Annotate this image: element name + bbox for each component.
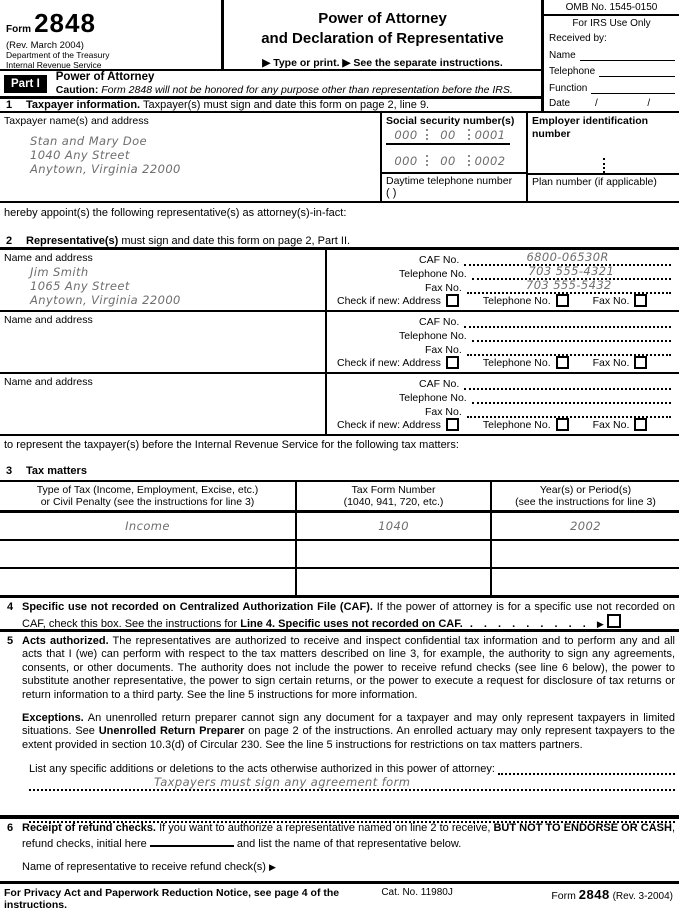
rep3-name-label: Name and address — [4, 376, 93, 388]
rep2-fax-label: Fax No. — [425, 344, 462, 356]
line4-paragraph: 4 Specific use not recorded on Centralized Authorization File (CAF). If the power of attorney is for a specific use not recorded on CAF, check this box. See the instructions for Line 4. Specific uses not recorded on CAF. . . . . . . . . . ▶ — [0, 598, 679, 632]
received-by-label: Received by: — [549, 33, 607, 44]
form-footer — [0, 881, 679, 911]
taxpayer-name-value[interactable]: Stan and Mary Doe — [30, 134, 148, 148]
taxpayer-city-value[interactable]: Anytown, Virginia 22000 — [30, 162, 181, 176]
line5-section — [0, 632, 679, 819]
irs-use-only-label: For IRS Use Only — [572, 18, 651, 29]
rep1-check-telephone-label: Telephone No. — [482, 294, 551, 307]
received-function-label: Function — [549, 82, 588, 94]
representative-block-3 — [0, 374, 679, 436]
tax-col2-header: Tax Form Number (1040, 941, 720, etc.) — [295, 482, 490, 510]
ssn-label: Social security number(s) — [386, 115, 515, 127]
line1-heading: 1 Taxpayer information. Taxpayer(s) must sign and date this form on page 2, line 9. — [6, 99, 430, 111]
rep2-caf-field[interactable] — [464, 313, 671, 328]
rep3-caf-label: CAF No. — [419, 378, 460, 390]
line2-heading: 2 Representative(s) must sign and date this form on page 2, Part II. — [0, 234, 679, 250]
catalog-number: Cat. No. 11980J — [381, 887, 453, 898]
rep2-new-fax-checkbox[interactable] — [634, 356, 647, 369]
received-name-field[interactable] — [580, 48, 675, 61]
rep1-new-address-checkbox[interactable] — [446, 294, 459, 307]
rep3-telephone-field[interactable] — [472, 389, 671, 404]
initial-here-field[interactable] — [150, 835, 234, 847]
rep2-check-if-new-label: Check if new: Address — [337, 356, 441, 369]
ssn-2-value[interactable]: 000 00 0002 — [394, 153, 506, 168]
line5-list-row: List any specific additions or deletions to the acts otherwise authorized in this power of attorney: — [0, 761, 679, 775]
taxpayer-street-value[interactable]: 1040 Any Street — [30, 148, 130, 162]
rep2-telephone-field[interactable] — [472, 327, 671, 342]
line5-exceptions: Exceptions. An unenrolled return preparer cannot sign any document for a taxpayer and may only represent taxpayers in limited situations. See Unenrolled Return Preparer on page 2 of the instructions. An enrolled actuary may only represent taxpayers to the extent provided in section 10.3(d) of Circular 230. See the line 5 instructions for restrictions on tax matters partners. — [22, 712, 676, 751]
rep3-new-address-checkbox[interactable] — [446, 418, 459, 431]
rep3-telephone-label: Telephone No. — [399, 392, 467, 404]
rep3-check-telephone-label: Telephone No. — [482, 418, 551, 431]
refund-representative-line: Name of representative to receive refund check(s) ▶ — [22, 860, 276, 873]
received-function-field[interactable] — [591, 81, 675, 94]
rep1-city-value[interactable]: Anytown, Virginia 22000 — [30, 293, 181, 307]
ein-label: Employer identification number — [532, 115, 649, 140]
rep2-fax-field[interactable] — [467, 341, 671, 356]
received-telephone-label: Telephone — [549, 66, 596, 77]
part1-title: Power of Attorney — [55, 70, 155, 83]
form-title-line1: Power of Attorney — [318, 10, 447, 27]
rep3-fax-field[interactable] — [467, 403, 671, 418]
rep3-new-fax-checkbox[interactable] — [634, 418, 647, 431]
rep1-new-telephone-checkbox[interactable] — [556, 294, 569, 307]
appoint-statement: hereby appoint(s) the following representative(s) as attorney(s)-in-fact: — [4, 207, 347, 219]
rep1-new-fax-checkbox[interactable] — [634, 294, 647, 307]
tax-row1-type[interactable]: Income — [125, 519, 170, 533]
tax-col1-header: Type of Tax (Income, Employment, Excise, etc.) or Civil Penalty (see the instructions for line 3) — [36, 484, 259, 508]
revision-date: (Rev. March 2004) — [6, 40, 84, 51]
rep2-telephone-label: Telephone No. — [399, 330, 467, 342]
rep3-check-if-new-label: Check if new: Address — [337, 418, 441, 431]
daytime-phone-label: Daytime telephone number — [386, 175, 513, 187]
rep2-caf-label: CAF No. — [419, 316, 460, 328]
representative-block-2 — [0, 312, 679, 374]
received-name-label: Name — [549, 49, 576, 61]
rep1-check-fax-label: Fax No. — [592, 294, 630, 307]
line5-hand-note: Taxpayers must sign any agreement form — [154, 775, 411, 790]
rep1-name-label: Name and address — [4, 252, 93, 264]
ein-field[interactable] — [603, 158, 605, 173]
rep2-new-address-checkbox[interactable] — [446, 356, 459, 369]
tax-row1-form[interactable]: 1040 — [295, 513, 490, 539]
rep2-name-label: Name and address — [4, 314, 93, 326]
tax-row3-year[interactable] — [490, 569, 679, 595]
type-or-print-note: ▶ Type or print. ▶ See the separate instructions. — [262, 57, 503, 69]
rep3-fax-label: Fax No. — [425, 406, 462, 418]
tax-row-1 — [0, 513, 679, 541]
rep1-telephone-label: Telephone No. — [399, 268, 467, 280]
line5-paragraph: 5 Acts authorized. The representatives are authorized to receive and inspect confidential tax information and to perform any and all acts that I (we) can perform with respect to the tax matters described on line 3, for example, the authority to sign any agreements, consents, or other documents. The authority does not include the power to receive refund checks (see line 6 below), the power to substitute another representative, the power to sign certain returns, or the power to execute a request for disclosure of tax returns or return information to a third party. See the line 5 instructions for more information. — [7, 635, 675, 701]
tax-row2-year[interactable] — [490, 541, 679, 567]
rep1-caf-label: CAF No. — [419, 254, 460, 266]
form-word: Form — [6, 24, 31, 35]
rep1-name-value[interactable]: Jim Smith — [30, 265, 89, 279]
taxpayer-info-table — [0, 113, 679, 203]
tax-row2-form[interactable] — [295, 541, 490, 567]
rep3-caf-field[interactable] — [464, 375, 671, 390]
rep1-fax-label: Fax No. — [425, 282, 462, 294]
representative-block-1 — [0, 250, 679, 312]
omb-number: OMB No. 1545-0150 — [544, 0, 679, 16]
line3-heading: 3 Tax matters — [6, 465, 87, 477]
ssn-1-value[interactable]: 000 00 0001 — [386, 128, 510, 145]
line6-paragraph: 6 Receipt of refund checks. If you want to authorize a representative named on line 2 to receive, BUT NOT TO ENDORSE OR CASH, refund checks, initial here and list the name of that representative below. Name of representative to receive refund check(s) ▶ — [7, 822, 675, 873]
rep2-check-telephone-label: Telephone No. — [482, 356, 551, 369]
rep1-fax-field[interactable]: 703 555-5432 — [467, 279, 671, 294]
rep1-check-if-new-label: Check if new: Address — [337, 294, 441, 307]
represent-statement: to represent the taxpayer(s) before the Internal Revenue Service for the following tax matters: — [4, 439, 459, 451]
tax-row-3 — [0, 569, 679, 595]
line5-additions-field[interactable] — [498, 761, 675, 775]
refund-representative-arrow: ▶ — [269, 861, 276, 872]
tax-col3-header: Year(s) or Period(s) (see the instructions for line 3) — [490, 482, 679, 510]
rep1-caf-field[interactable]: 6800-06530R — [464, 251, 671, 266]
rep1-telephone-field[interactable]: 703 555-4321 — [472, 265, 671, 280]
agency-line-2: Internal Revenue Service — [6, 59, 102, 70]
form-identity — [0, 0, 224, 69]
irs-use-only-box: OMB No. 1545-0150 For IRS Use Only Received by: Name Telephone Function Date / / — [541, 0, 679, 111]
plan-number-label: Plan number (if applicable) — [532, 176, 657, 189]
rep2-check-fax-label: Fax No. — [592, 356, 630, 369]
taxpayer-address-label: Taxpayer name(s) and address — [4, 115, 149, 127]
rep1-street-value[interactable]: 1065 Any Street — [30, 279, 130, 293]
rep3-new-telephone-checkbox[interactable] — [556, 418, 569, 431]
footer-form-id: Form 2848 (Rev. 3-2004) — [551, 887, 673, 902]
received-date-label: Date — [549, 98, 571, 110]
tax-row3-form[interactable] — [295, 569, 490, 595]
part1-badge: Part I — [4, 75, 47, 93]
tax-matters-table — [0, 480, 679, 598]
tax-row1-year[interactable]: 2002 — [490, 513, 679, 539]
privacy-notice: For Privacy Act and Paperwork Reduction Notice, see page 4 of the instructions. — [4, 887, 340, 911]
received-telephone-field[interactable] — [599, 64, 675, 77]
line4-arrow: ▶ — [596, 619, 604, 630]
daytime-phone-field[interactable]: ( ) — [386, 187, 397, 199]
form-header — [0, 0, 679, 113]
line4-specific-use-checkbox[interactable] — [607, 614, 621, 628]
tax-row-2 — [0, 541, 679, 569]
agency-line-1: Department of the Treasury — [6, 50, 110, 60]
form-title-line2: and Declaration of Representative — [261, 29, 504, 47]
rep3-check-fax-label: Fax No. — [592, 418, 630, 431]
rep2-new-telephone-checkbox[interactable] — [556, 356, 569, 369]
part1-caution: Caution: Form 2848 will not be honored for any purpose other than representation before the IRS. — [55, 83, 513, 96]
form-number: 2848 — [34, 8, 96, 38]
line5-hand-note-line[interactable] — [29, 775, 675, 791]
